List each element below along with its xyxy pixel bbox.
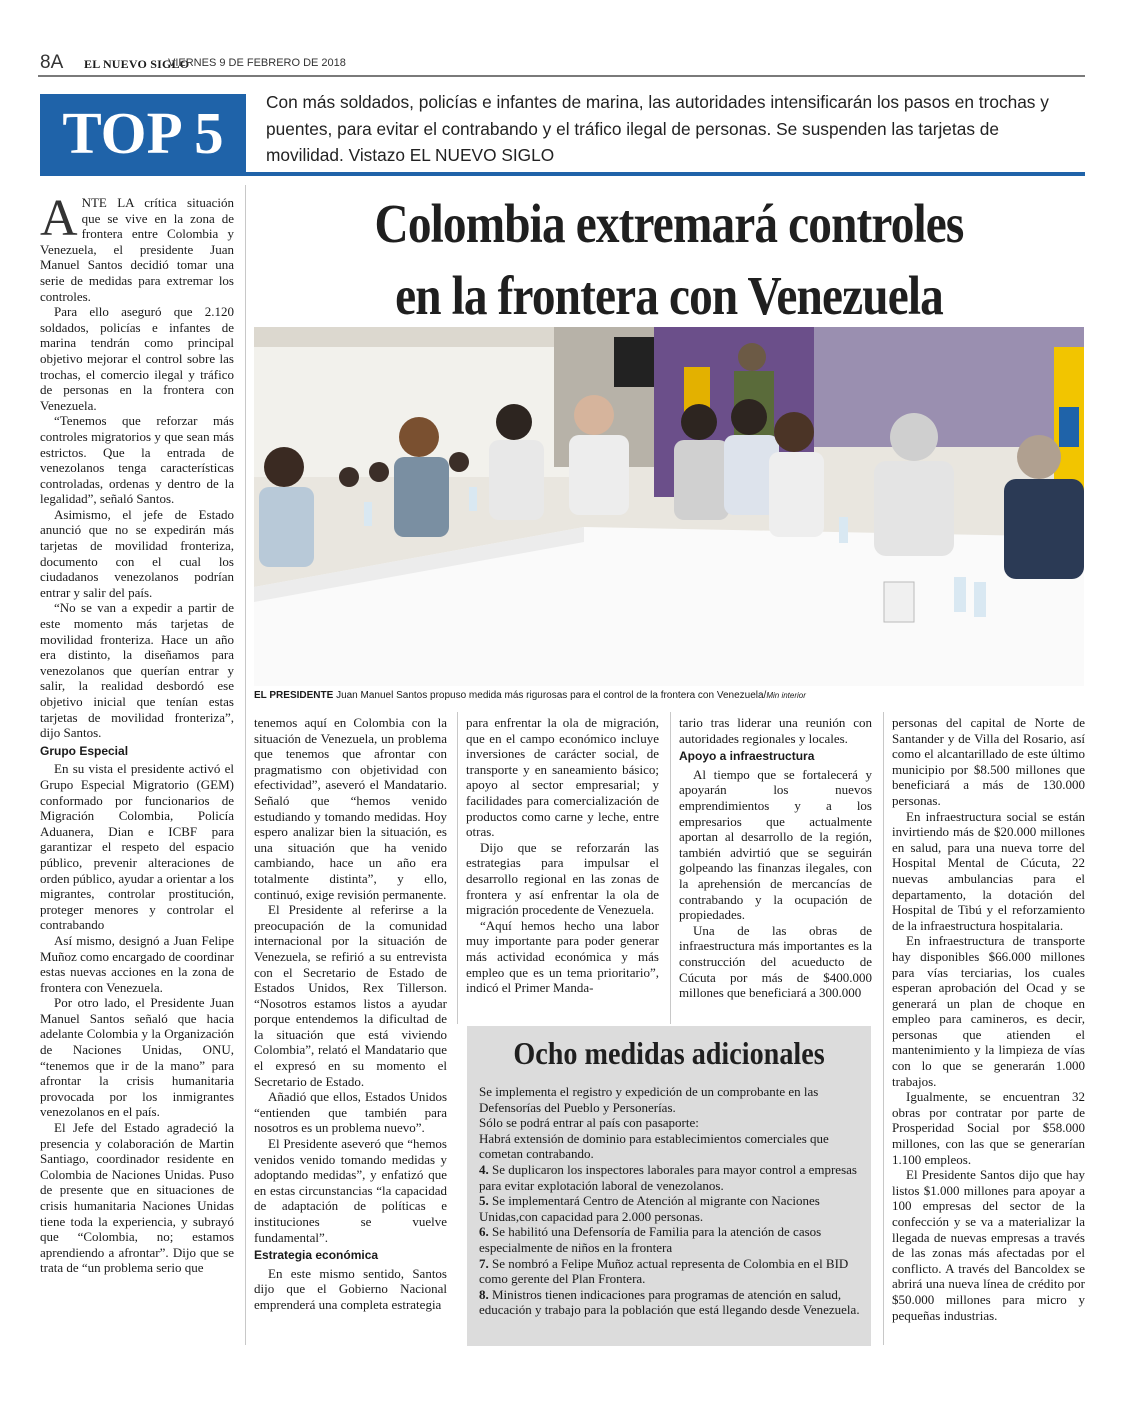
caption-text: Juan Manuel Santos propuso medida más rigurosas para el control de la frontera con Venezuela/ — [336, 690, 767, 701]
article-paragraph: En su vista el presidente activó el Grupo Especial Migratorio (GEM) conformado por funcionarios de Migración Colombia, Policía Aduanera, Dian e ICBF para garantizar el respeto del espacio público, prevenir alteraciones de orden público, ayudar a orientar a los migrantes, controlar prostitución, proteger menores y controlar el contrabando — [40, 761, 234, 933]
article-paragraph: tenemos aquí en Colombia con la situación de Venezuela, un problema que tenemos que afrontar con pragmatismo con objetividad con efectividad”, aseveró el Mandatario. Señaló que “hemos venido estudiando y tomando medidas. Hoy espero analizar bien la situación, es una situación que ha venido cambiando, hace un año era totalmente distinta”, y ello, continuó, exige revisión permanente. — [254, 715, 447, 902]
article-paragraph: Igualmente, se encuentran 32 obras por contratar por parte de Prosperidad Social por $58.000 millones, con las que se generarían 1.100 empleos. — [892, 1089, 1085, 1167]
article-paragraph: “No se van a expedir a partir de este momento más tarjetas de movilidad fronteriza. Hace un año era distinto, la diseñamos para venezolanos que querían entrar y salir, la realidad desbordó ese objetivo inicial que tenían estas tarjetas de movilidad fronteriza”, dijo Santos. — [40, 600, 234, 741]
article-paragraph: Una de las obras de infraestructura más importantes es la construcción del acueducto de Cúcuta por más de $400.000 millones que beneficiará a 300.000 — [679, 922, 872, 1001]
news-photo — [254, 327, 1084, 686]
article-column-5 — [892, 715, 1085, 1323]
subhead-estrategia: Estrategia económica — [254, 1248, 379, 1263]
measure-item: 7. Se nombró a Felipe Muñoz actual representa de Colombia en el BID como gerente del Plan Frontera. — [479, 1255, 849, 1287]
article-paragraph: El Presidente al referirse a la preocupación de la comunidad internacional por la situación de Venezuela, se refirió a su entrevista con el Secretario de Estado de Estados Unidos, Rex Tillerson. “Nosotros estamos listos a ayudar porque entendemos la dificultad de la situación que está viviendo Colombia”, relató el Mandatario que el expresó en su momento el Secretario de Estado. — [254, 902, 447, 1089]
headline-line-1: Colombia extremará controles — [374, 193, 964, 254]
top5-underline — [246, 172, 1085, 176]
article-paragraph: Para ello aseguró que 2.120 soldados, policías e infantes de marina tendrán como principal objetivo mejorar el control sobre las trochas, el comercio ilegal y tráfico de personas en la frontera con Venezuela. — [40, 304, 234, 413]
article-paragraph: “Aquí hemos hecho una labor muy importante para poder generar más actividad económica y más empleo que es un tema prioritario”, indicó el Primer Manda- — [466, 917, 659, 996]
article-paragraph: En este mismo sentido, Santos dijo que el Gobierno Nacional emprenderá una completa estrategia — [254, 1265, 447, 1312]
article-paragraph: Añadió que ellos, Estados Unidos “entienden que también para nosotros es un problema nuevo”. — [254, 1089, 447, 1136]
measure-item: Se implementa el registro y expedición de un comprobante en las Defensorías del Pueblo y Personerías. — [479, 1084, 819, 1115]
column-rule — [245, 185, 246, 1345]
caption-lead: EL PRESIDENTE — [254, 690, 334, 701]
photo-caption — [254, 689, 1084, 703]
measure-item: 6. Se habilitó una Defensoría de Familia para la atención de casos especialmente de niños en la frontera — [479, 1224, 822, 1255]
article-paragraph: tario tras liderar una reunión con autoridades regionales y locales. — [679, 715, 872, 746]
article-paragraph: Al tiempo que se fortalecerá y apoyarán los nuevos emprendimientos y a los empresarios que actualmente aportan al desarrollo de la región, también advirtió que se seguirán golpeando las finanzas ilegales, con la aprehensión de mercancías de contrabando y la ocupación de propiedades. — [679, 766, 872, 923]
column-rule — [457, 712, 458, 1024]
article-paragraph: El Presidente Santos dijo que hay listos $1.000 millones para apoyar a 100 empresas del sector de la confección y se va a materializar la llegada de nuevas empresas a través de las zonas más afectadas por el conflicto. A través del Bancoldex se abrirá una nueva línea de crédito por $50.000 millones para micro y pequeñas industrias. — [892, 1167, 1085, 1323]
headline — [312, 188, 1026, 332]
article-paragraph: Asimismo, el jefe de Estado anunció que no se expedirán más tarjetas de movilidad fronteriza, documento con el cual los ciudadanos venezolanos podrían entrar y salir del país. — [40, 506, 234, 600]
header-rule — [38, 75, 1085, 77]
article-column-2 — [254, 715, 447, 1313]
publication-name: EL NUEVO SIGLO — [84, 57, 190, 71]
article-paragraph: Así mismo, designó a Juan Felipe Muñoz como encargado de coordinar estas nuevas acciones en la zona de frontera con Venezuela. — [40, 932, 234, 995]
headline-line-2: en la frontera con Venezuela — [395, 265, 943, 326]
article-paragraph: El Jefe del Estado agradeció la presencia y colaboración de Martin Santiago, coordinador residente en Colombia de Naciones Unidas. Puso de presente que en situaciones de crisis humanitaria Naciones Unidas tiene toda la experiencia, y subrayó que “Colombia, no; estamos aprendiendo a afrontar”. Dijo que se trata de “un problema serio que — [40, 1120, 234, 1276]
article-column-1 — [40, 190, 234, 1276]
article-paragraph: Por otro lado, el Presidente Juan Manuel Santos señaló que hacia adelante Colombia y la Organización de Naciones Unidas, ONU, “tenemos que ir de la mano” para afrontar la crisis humanitaria provocada por los inmigrantes venezolanos en el país. — [40, 995, 234, 1120]
drop-cap: A — [40, 190, 78, 247]
sidebar-box-title: Ocho medidas adicionales — [513, 1035, 825, 1071]
sidebar-box-list — [479, 1084, 863, 1318]
article-paragraph: En infraestructura de transporte hay disponibles $66.000 millones para vías terciarias, los cuales esperan aprobación del Ocad y se generará un plan de choque en empleo para camineros, es decir, personas que atienden el mantenimiento y la limpieza de vías con lo que se generarán 1.000 trabajos. — [892, 933, 1085, 1089]
article-paragraph: “Tenemos que reforzar más controles migratorios y que sean más estrictos. Que la entrada de venezolanos tenga características controladas, ordenas y dentro de la legalidad”, señaló Santos. — [40, 413, 234, 507]
article-paragraph: personas del capital de Norte de Santander y de Villa del Rosario, así como el alcantarillado de este último municipio por $8.500 millones que beneficiará a más de 130.000 personas. — [892, 715, 1085, 808]
column-rule — [883, 712, 884, 1345]
measure-item: 8. Ministros tienen indicaciones para programas de atención en salud, educación y trabajo para la población que está llegando desde Venezuela. — [479, 1286, 860, 1318]
article-paragraph: El Presidente aseveró que “hemos venidos venido tomando medidas y adoptando medidas”, y enfatizó que en estas circunstancias “la capacidad de adaptación de políticas e instituciones se vuelve fundamental”. — [254, 1136, 447, 1245]
top5-lead-text: Con más soldados, policías e infantes de marina, las autoridades intensificarán los pasos en trochas y puentes, para evitar el contrabando y el tráfico ilegal de personas. Se suspenden las tarjetas de movilidad. Vistazo EL NUEVO SIGLO — [266, 92, 1049, 165]
subhead-grupo-especial: Grupo Especial — [40, 743, 129, 758]
article-paragraph: para enfrentar la ola de migración, que en el campo económico incluye inversiones de carácter social, de transporte y en saneamiento básico; apoyo al sector empresarial; y facilidades para comercialización de productos como carne y leche, entre otras. — [466, 715, 659, 840]
measure-item: 4. Se duplicaron los inspectores laborales para mayor control a empresas para evitar explotación laboral de venezolanos. — [479, 1161, 857, 1193]
measure-item: Habrá extensión de dominio para establecimientos comerciales que cometan contrabando. — [479, 1130, 829, 1162]
column-rule — [670, 712, 671, 1024]
issue-date: VIERNES 9 DE FEBRERO DE 2018 — [168, 57, 346, 69]
photo-credit: Min interior — [766, 691, 806, 700]
page-number: 8A — [40, 52, 64, 73]
article-paragraph: ANTE LA crítica situación que se vive en la zona de frontera entre Colombia y Venezuela, el presidente Juan Manuel Santos decidió tomar una serie de medidas para extremar los controles. — [40, 190, 234, 304]
article-column-3 — [466, 715, 659, 996]
article-paragraph: En infraestructura social se están invirtiendo más de $20.000 millones en salud, para una nueva torre del Hospital Mental de Cúcuta, 22 nuevas ambulancias para el departamento, la dotación del Hospital de Tibú y el reforzamiento de la infraestructura hospitalaria. — [892, 808, 1085, 933]
article-column-4 — [679, 715, 872, 1001]
article-paragraph: Dijo que se reforzarán las estrategias para impulsar el desarrollo regional en las zonas de frontera y así enfrentar la ola de migración procedente de Venezuela. — [466, 839, 659, 918]
measure-item: Sólo se podrá entrar al país con pasaporte: — [479, 1115, 699, 1131]
measure-item: 5. Se implementará Centro de Atención al migrante con Naciones Unidas,con capacidad para 2.000 personas. — [479, 1193, 820, 1224]
top5-label: TOP 5 — [62, 100, 224, 166]
subhead-apoyo: Apoyo a infraestructura — [679, 749, 815, 764]
meeting-photo-illustration — [254, 327, 1084, 686]
